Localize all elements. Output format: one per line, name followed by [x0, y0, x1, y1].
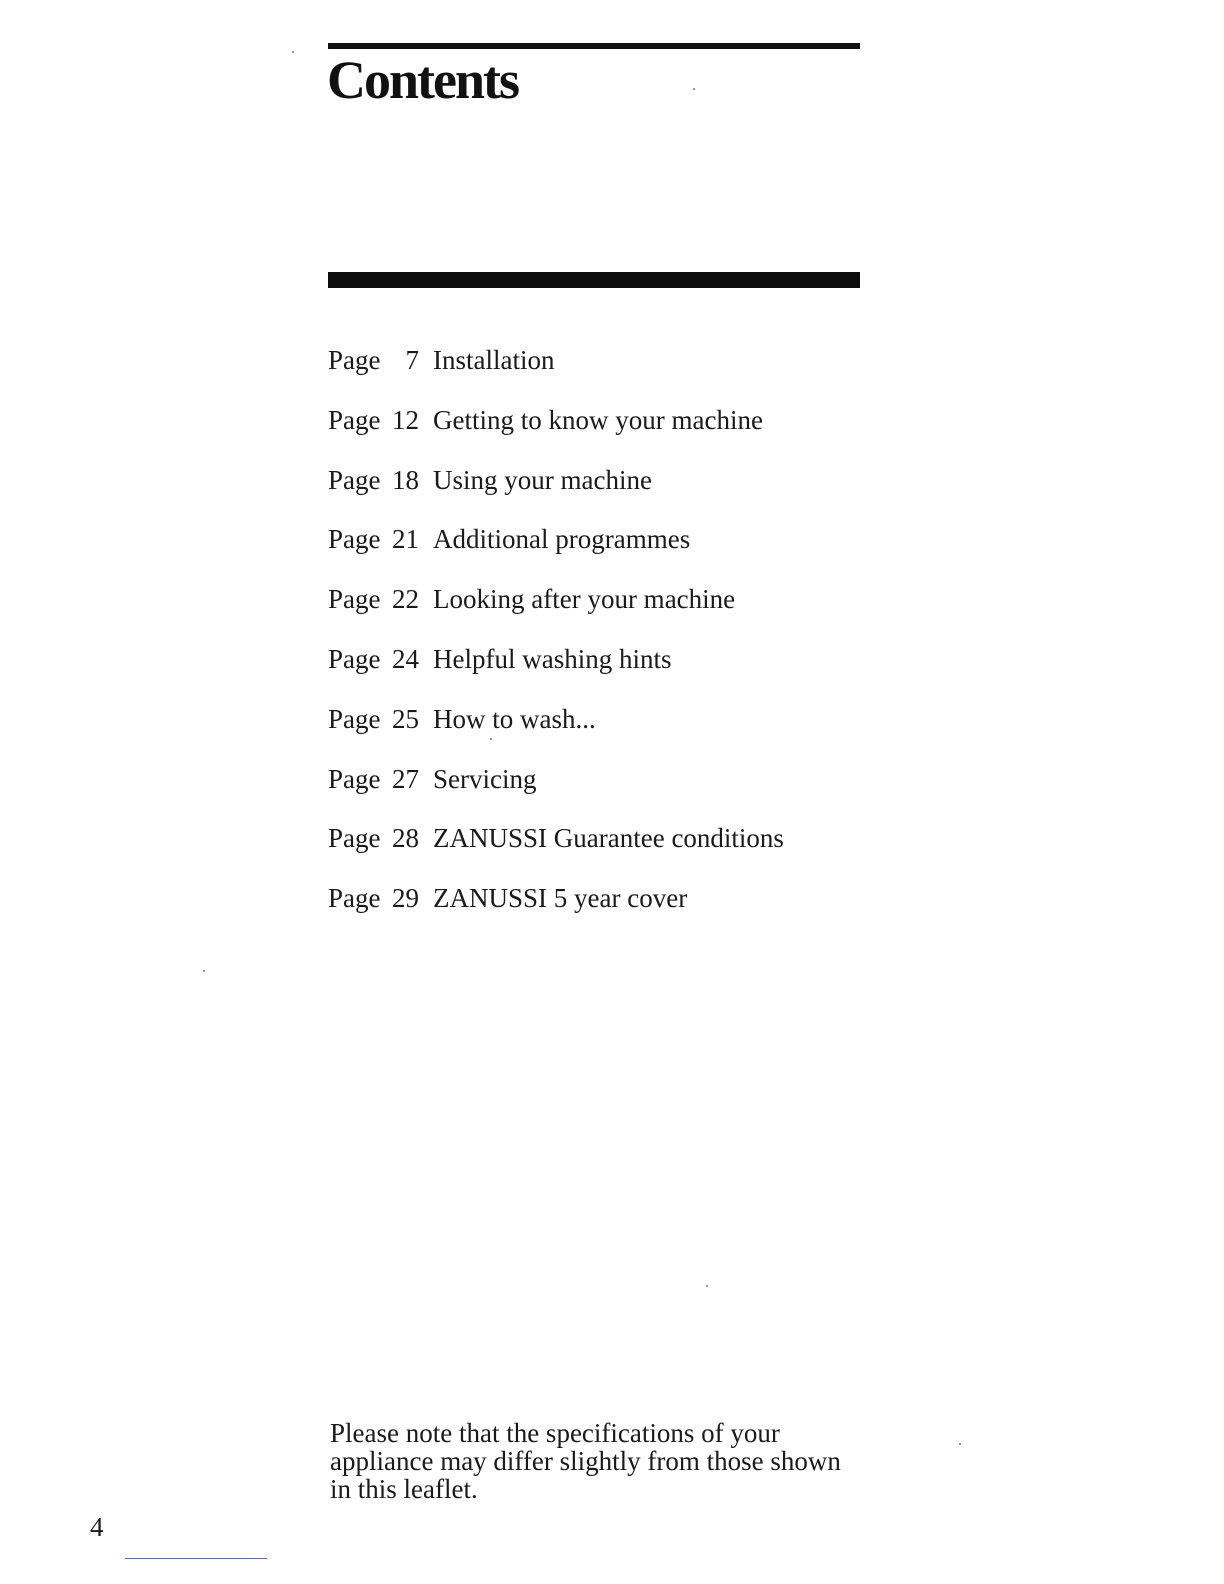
toc-page-label: Page: [328, 524, 381, 555]
scan-speck: [203, 970, 205, 972]
toc-entry-title: ZANUSSI 5 year cover: [433, 883, 688, 914]
toc-page-number: 28: [392, 823, 419, 854]
toc-entry: [328, 460, 784, 520]
toc-page-number: 29: [392, 883, 419, 914]
toc-page-number: 22: [392, 584, 419, 615]
scan-speck: [292, 51, 294, 53]
scan-speck: [706, 1285, 708, 1287]
page-title: Contents: [327, 50, 519, 110]
toc-page-number: 12: [392, 404, 419, 435]
toc-entry-title: ZANUSSI Guarantee conditions: [433, 823, 784, 854]
footer-underline: [125, 1558, 267, 1559]
toc-entry: [328, 579, 784, 639]
toc-entry-title: Servicing: [433, 763, 537, 794]
section-divider: [328, 272, 860, 288]
toc-entry: [328, 639, 784, 699]
toc-page-number: 18: [392, 464, 419, 495]
toc-page-label: Page: [328, 763, 381, 794]
toc-page-label: Page: [328, 345, 381, 375]
toc-entry-title: Using your machine: [433, 464, 652, 495]
top-rule: [328, 43, 860, 49]
toc-entry: [328, 519, 784, 579]
toc-page-number: 21: [392, 524, 419, 555]
toc-page-number: 27: [392, 763, 419, 794]
toc-entry-title: Additional programmes: [433, 524, 691, 555]
toc-entry: [328, 759, 784, 819]
toc-page-number: 24: [392, 643, 419, 674]
toc-entry-title: How to wash...: [433, 703, 596, 734]
toc-entry: [328, 699, 784, 759]
toc-entry: [328, 340, 784, 400]
toc-page-number: 25: [392, 703, 419, 734]
toc-entry-title: Looking after your machine: [433, 584, 736, 615]
toc-page-label: Page: [328, 404, 381, 435]
toc-entry-title: Helpful washing hints: [433, 643, 672, 674]
toc-page-number: 7: [405, 345, 419, 375]
toc-page-label: Page: [328, 584, 381, 615]
toc-page-label: Page: [328, 643, 381, 674]
toc-page-label: Page: [328, 464, 381, 495]
toc-entry-title: Installation: [433, 345, 555, 375]
toc-entry: [328, 878, 784, 938]
toc-page-label: Page: [328, 823, 381, 854]
toc-page-label: Page: [328, 883, 381, 914]
scan-speck: [490, 738, 492, 740]
page-number: 4: [90, 1512, 104, 1542]
table-of-contents: [328, 340, 784, 938]
toc-page-label: Page: [328, 703, 381, 734]
toc-entry-title: Getting to know your machine: [433, 404, 763, 435]
toc-entry: [328, 818, 784, 878]
scan-speck: [959, 1443, 961, 1445]
scan-speck: [693, 88, 695, 90]
specifications-note: Please note that the specifications of your appliance may differ slightly from those shown in this leaflet.: [330, 1418, 841, 1504]
toc-entry: [328, 400, 784, 460]
